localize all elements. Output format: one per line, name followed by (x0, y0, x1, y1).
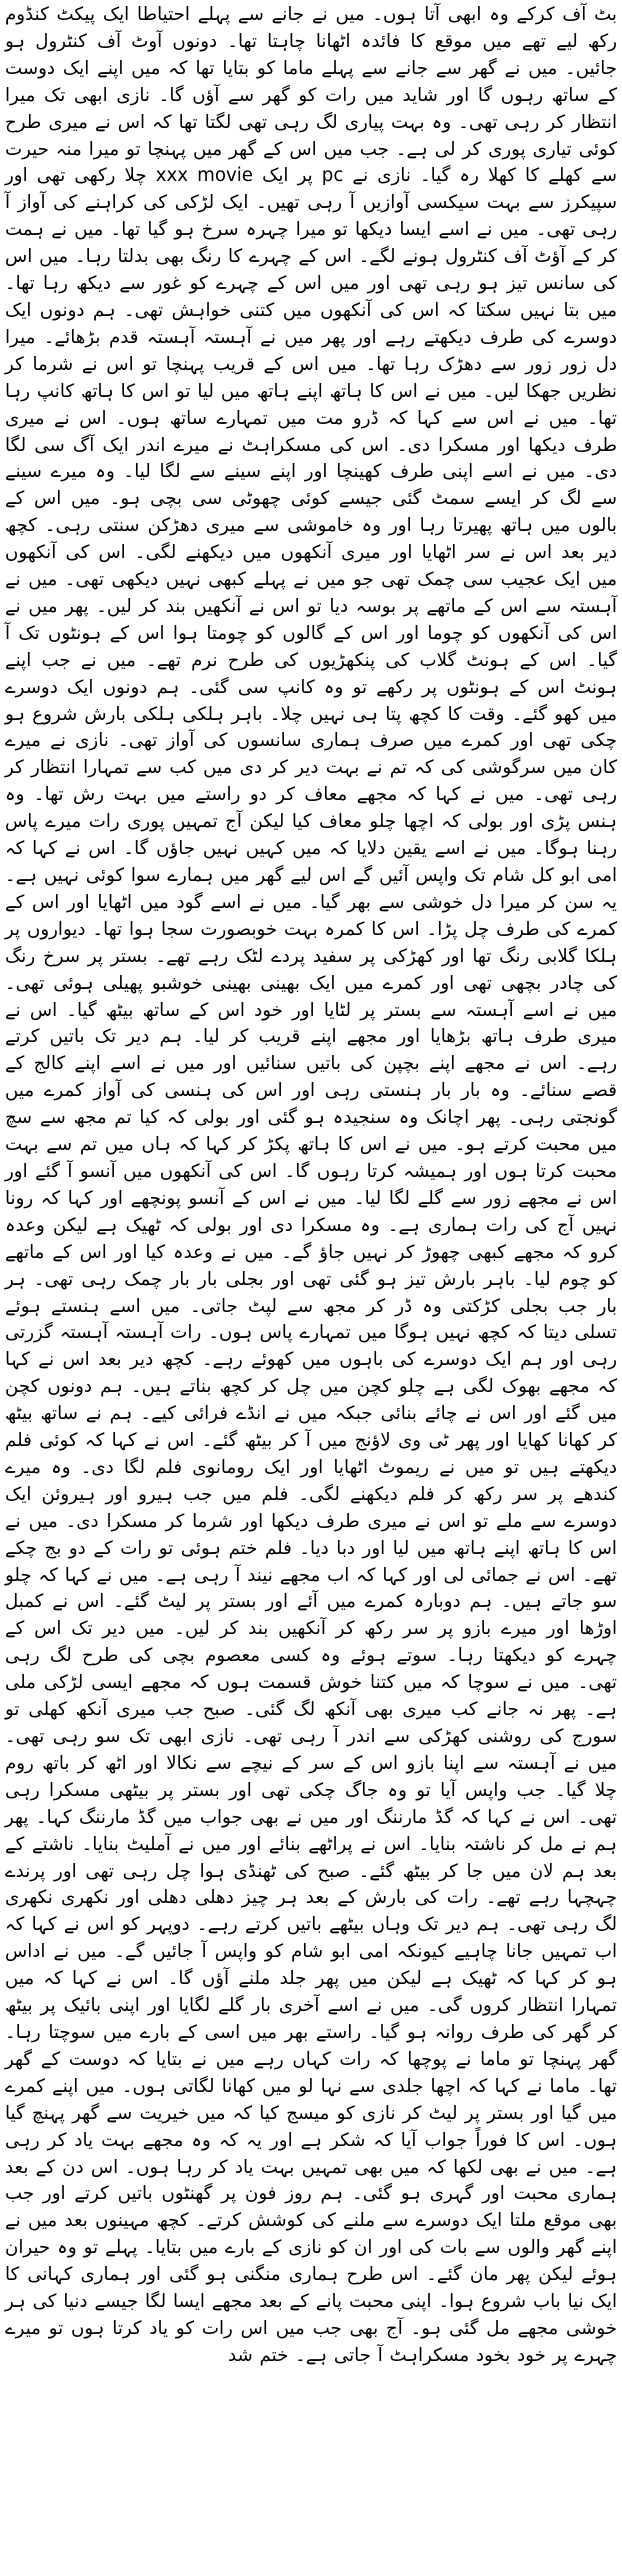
story-text: بٹ آف کرکے وہ ابھی آتا ہوں۔ میں نے جانے سے پہلے احتیاطا ایک پیکٹ کنڈوم رکھ لیے تھے میں موقع کا فائدہ اٹھانا چاہتا تھا۔ دونوں آوٹ آف کنٹرول ہو جائیں۔ میں نے گھر سے جانے سے پہلے ماما کو بتایا تھا کہ میں اپنے ایک دوست کے ساتھ رہوں گا اور شاید میں رات کو گھر سے آؤں گا۔ نازی ابھی تک میرا انتظار کر رہی تھی۔ وہ بہت پیاری لگ رہی تھی لگتا تھا کہ اس نے میری طرح کوئی تیاری پوری کر لی ہے۔ جب میں اس کے گھر میں پہنچا تو میرا منہ حیرت سے کھلے کا کھلا رہ گیا۔ نازی نے pc پر ایک xxx movie چلا رکھی تھی اور سپیکرز سے بہت سیکسی آوازیں آ رہی تھیں۔ ایک لڑکی کی کراہنے کی آواز آ رہی تھی۔ میں نے اسے ایسا دیکھا تو میرا چہرہ سرخ ہو گیا تھا۔ میں نے ہمت کر کے آؤٹ آف کنٹرول ہونے لگے۔ اس کے چہرے کا رنگ بھی بدلتا رہا۔ میں اس کی سانس تیز ہو رہی تھی اور میں اس کے چہرے کو غور سے دیکھ رہا تھا۔ میں بتا نہیں سکتا کہ اس کی آنکھوں میں کتنی خواہش تھی۔ ہم دونوں ایک دوسرے کی طرف دیکھتے رہے اور پھر میں نے آہستہ آہستہ قدم بڑھائے۔ میرا دل زور زور سے دھڑک رہا تھا۔ میں اس کے قریب پہنچا تو اس نے شرما کر نظریں جھکا لیں۔ میں نے اس کا ہاتھ اپنے ہاتھ میں لیا تو اس کا ہاتھ کانپ رہا تھا۔ میں نے اس سے کہا کہ ڈرو مت میں تمہارے ساتھ ہوں۔ اس نے میری طرف دیکھا اور مسکرا دی۔ اس کی مسکراہٹ نے میرے اندر ایک آگ سی لگا دی۔ میں نے اسے اپنی طرف کھینچا اور اپنے سینے سے لگا لیا۔ وہ میرے سینے سے لگ کر ایسے سمٹ گئی جیسے کوئی چھوٹی سی بچی ہو۔ میں اس کے بالوں میں ہاتھ پھیرتا رہا اور وہ خاموشی سے میری دھڑکن سنتی رہی۔ کچھ دیر بعد اس نے سر اٹھایا اور میری آنکھوں میں دیکھنے لگی۔ اس کی آنکھوں میں ایک عجیب سی چمک تھی جو میں نے پہلے کبھی نہیں دیکھی تھی۔ میں نے آہستہ سے اس کے ماتھے پر بوسہ دیا تو اس نے آنکھیں بند کر لیں۔ پھر میں نے اس کی آنکھوں کو چوما اور اس کے گالوں کو چومتا ہوا اس کے ہونٹوں تک آ گیا۔ اس کے ہونٹ گلاب کی پنکھڑیوں کی طرح نرم تھے۔ میں نے جب اپنے ہونٹ اس کے ہونٹوں پر رکھے تو وہ کانپ سی گئی۔ ہم دونوں ایک دوسرے میں کھو گئے۔ وقت کا کچھ پتا ہی نہیں چلا۔ باہر ہلکی ہلکی بارش شروع ہو چکی تھی اور کمرے میں صرف ہماری سانسوں کی آواز تھی۔ نازی نے میرے کان میں سرگوشی کی کہ تم نے بہت دیر کر دی میں کب سے تمہارا انتظار کر رہی تھی۔ میں نے کہا کہ مجھے معاف کر دو راستے میں بہت رش تھا۔ وہ ہنس پڑی اور بولی کہ اچھا چلو معاف کیا لیکن آج تمہیں پوری رات میرے پاس رہنا ہوگا۔ میں نے اسے یقین دلایا کہ میں کہیں نہیں جاؤں گا۔ اس نے کہا کہ امی ابو کل شام تک واپس آئیں گے اس لیے گھر میں ہمارے سوا کوئی نہیں ہے۔ یہ سن کر میرا دل خوشی سے بھر گیا۔ میں نے اسے گود میں اٹھایا اور اس کے کمرے کی طرف چل پڑا۔ اس کا کمرہ بہت خوبصورت سجا ہوا تھا۔ دیواروں پر ہلکا گلابی رنگ تھا اور کھڑکی پر سفید پردے لٹک رہے تھے۔ بستر پر سرخ رنگ کی چادر بچھی تھی اور کمرے میں ایک بھینی بھینی خوشبو پھیلی ہوئی تھی۔ میں نے اسے آہستہ سے بستر پر لٹایا اور خود اس کے ساتھ بیٹھ گیا۔ اس نے میری طرف ہاتھ بڑھایا اور مجھے اپنے قریب کر لیا۔ ہم دیر تک باتیں کرتے رہے۔ اس نے مجھے اپنے بچپن کی باتیں سنائیں اور میں نے اسے اپنے کالج کے قصے سنائے۔ وہ بار بار ہنستی رہی اور اس کی ہنسی کی آواز کمرے میں گونجتی رہی۔ پھر اچانک وہ سنجیدہ ہو گئی اور بولی کہ کیا تم مجھ سے سچ میں محبت کرتے ہو۔ میں نے اس کا ہاتھ پکڑ کر کہا کہ ہاں میں تم سے بہت محبت کرتا ہوں اور ہمیشہ کرتا رہوں گا۔ اس کی آنکھوں میں آنسو آ گئے اور اس نے مجھے زور سے گلے لگا لیا۔ میں نے اس کے آنسو پونچھے اور کہا کہ رونا نہیں آج کی رات ہماری ہے۔ وہ مسکرا دی اور بولی کہ ٹھیک ہے لیکن وعدہ کرو کہ مجھے کبھی چھوڑ کر نہیں جاؤ گے۔ میں نے وعدہ کیا اور اس کے ماتھے کو چوم لیا۔ باہر بارش تیز ہو گئی تھی اور بجلی بار بار چمک رہی تھی۔ ہر بار جب بجلی کڑکتی وہ ڈر کر مجھ سے لپٹ جاتی۔ میں اسے ہنستے ہوئے تسلی دیتا کہ کچھ نہیں ہوگا میں تمہارے پاس ہوں۔ رات آہستہ آہستہ گزرتی رہی اور ہم ایک دوسرے کی باہوں میں کھوئے رہے۔ کچھ دیر بعد اس نے کہا کہ مجھے بھوک لگی ہے چلو کچن میں چل کر کچھ بناتے ہیں۔ ہم دونوں کچن میں گئے اور اس نے چائے بنائی جبکہ میں نے انڈے فرائی کیے۔ ہم نے ساتھ بیٹھ کر کھانا کھایا اور پھر ٹی وی لاؤنج میں آ کر بیٹھ گئے۔ اس نے کہا کہ کوئی فلم دیکھتے ہیں تو میں نے ریموٹ اٹھایا اور ایک رومانوی فلم لگا دی۔ وہ میرے کندھے پر سر رکھ کر فلم دیکھنے لگی۔ فلم میں جب ہیرو اور ہیروئن ایک دوسرے سے ملے تو اس نے میری طرف دیکھا اور شرما کر مسکرا دی۔ میں نے اس کا ہاتھ اپنے ہاتھ میں لیا اور دبا دیا۔ فلم ختم ہوئی تو رات کے دو بج چکے تھے۔ اس نے جمائی لی اور کہا کہ اب مجھے نیند آ رہی ہے۔ میں نے کہا کہ چلو سو جاتے ہیں۔ ہم دوبارہ کمرے میں آئے اور بستر پر لیٹ گئے۔ اس نے کمبل اوڑھا اور میرے بازو پر سر رکھ کر آنکھیں بند کر لیں۔ میں دیر تک اس کے چہرے کو دیکھتا رہا۔ سوتے ہوئے وہ کسی معصوم بچی کی طرح لگ رہی تھی۔ میں نے سوچا کہ میں کتنا خوش قسمت ہوں کہ مجھے ایسی لڑکی ملی ہے۔ پھر نہ جانے کب میری بھی آنکھ لگ گئی۔ صبح جب میری آنکھ کھلی تو سورج کی روشنی کھڑکی سے اندر آ رہی تھی۔ نازی ابھی تک سو رہی تھی۔ میں نے آہستہ سے اپنا بازو اس کے سر کے نیچے سے نکالا اور اٹھ کر باتھ روم چلا گیا۔ جب واپس آیا تو وہ جاگ چکی تھی اور بستر پر بیٹھی مسکرا رہی تھی۔ اس نے کہا کہ گڈ مارننگ اور میں نے بھی جواب میں گڈ مارننگ کہا۔ پھر ہم نے مل کر ناشتہ بنایا۔ اس نے پراٹھے بنائے اور میں نے آملیٹ بنایا۔ ناشتے کے بعد ہم لان میں جا کر بیٹھ گئے۔ صبح کی ٹھنڈی ہوا چل رہی تھی اور پرندے چہچہا رہے تھے۔ رات کی بارش کے بعد ہر چیز دھلی دھلی اور نکھری نکھری لگ رہی تھی۔ ہم دیر تک وہاں بیٹھے باتیں کرتے رہے۔ دوپہر کو اس نے کہا کہ اب تمہیں جانا چاہیے کیونکہ امی ابو شام کو واپس آ جائیں گے۔ میں نے اداس ہو کر کہا کہ ٹھیک ہے لیکن میں پھر جلد ملنے آؤں گا۔ اس نے کہا کہ میں تمہارا انتظار کروں گی۔ میں نے اسے آخری بار گلے لگایا اور اپنی بائیک پر بیٹھ کر گھر کی طرف روانہ ہو گیا۔ راستے بھر میں اسی کے بارے میں سوچتا رہا۔ گھر پہنچا تو ماما نے پوچھا کہ رات کہاں رہے میں نے بتایا کہ دوست کے گھر تھا۔ ماما نے کہا کہ اچھا جلدی سے نہا لو میں کھانا لگاتی ہوں۔ میں اپنے کمرے میں گیا اور بستر پر لیٹ کر نازی کو میسج کیا کہ میں خیریت سے گھر پہنچ گیا ہوں۔ اس کا فوراً جواب آیا کہ شکر ہے اور یہ کہ وہ مجھے بہت یاد کر رہی ہے۔ میں نے بھی لکھا کہ میں بھی تمہیں بہت یاد کر رہا ہوں۔ اس دن کے بعد ہماری محبت اور گہری ہو گئی۔ ہم روز فون پر گھنٹوں باتیں کرتے اور جب بھی موقع ملتا ایک دوسرے سے ملنے کی کوشش کرتے۔ کچھ مہینوں بعد میں نے اپنے گھر والوں سے بات کی اور ان کو نازی کے بارے میں بتایا۔ پہلے تو وہ حیران ہوئے لیکن پھر مان گئے۔ اس طرح ہماری منگنی ہو گئی اور ہماری کہانی کا ایک نیا باب شروع ہوا۔ اپنی محبت پانے کے بعد مجھے ایسا لگا جیسے دنیا کی ہر خوشی مجھے مل گئی ہو۔ آج بھی جب میں اس رات کو یاد کرتا ہوں تو میرے چہرے پر خود بخود مسکراہٹ آ جاتی ہے۔ ختم شد (5, 4, 617, 2366)
